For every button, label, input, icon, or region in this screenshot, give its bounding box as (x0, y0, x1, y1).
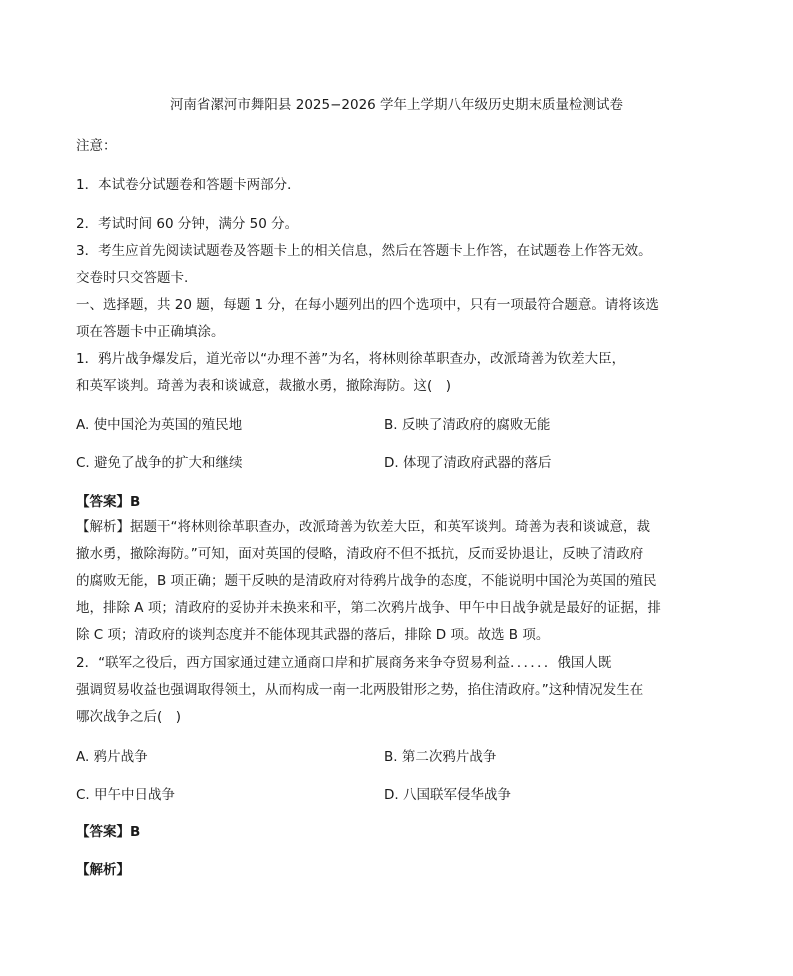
page-title: 河南省漯河市舞阳县 2025−2026 学年上学期八年级历史期末质量检测试卷 (169, 97, 624, 113)
section-instruction: 一、选择题，共 20 题，每题 1 分，在每小题列出的四个选项中，只有一项最符合题意。请将该选 (76, 297, 659, 313)
question-stem: 哪次战争之后( ) (76, 709, 182, 725)
answer-label: 【答案】B (76, 824, 141, 840)
option-a: A. 使中国沦为英国的殖民地 (76, 417, 243, 433)
option-c: C. 甲午中日战争 (76, 787, 176, 803)
analysis-line: 撤水勇，撤除海防。”可知，面对英国的侵略，清政府不但不抵抗，反而妥协退让，反映了清政府 (76, 546, 644, 562)
option-d: D. 体现了清政府武器的落后 (384, 455, 552, 471)
option-a: A. 鸦片战争 (76, 749, 148, 765)
option-d: D. 八国联军侵华战争 (384, 787, 511, 803)
analysis-line: 【解析】据题干“将林则徐革职查办，改派琦善为钦差大臣，和英军谈判。琦善为表和谈诚意，裁 (76, 519, 650, 535)
notice-heading: 注意： (76, 138, 117, 154)
analysis-line: 除 C 项；清政府的谈判态度并不能体现其武器的落后，排除 D 项。故选 B 项。 (76, 627, 550, 643)
answer-label: 【答案】B (76, 494, 141, 510)
question-stem: 1．鸦片战争爆发后，道光帝以“办理不善”为名，将林则徐革职查办，改派琦善为钦差大臣， (76, 351, 626, 367)
analysis-line: 地，排除 A 项；清政府的妥协并未换来和平，第二次鸦片战争、甲午中日战争就是最好的证据，排 (76, 600, 661, 616)
notice-item: 交卷时只交答题卡. (76, 270, 189, 286)
analysis-line: 的腐败无能，B 项正确；题干反映的是清政府对待鸦片战争的态度，不能说明中国沦为英国的殖民 (76, 573, 657, 589)
option-b: B. 反映了清政府的腐败无能 (384, 417, 551, 433)
option-c: C. 避免了战争的扩大和继续 (76, 455, 243, 471)
question-stem: 强调贸易收益也强调取得领土，从而构成一南一北两股钳形之势，掐住清政府。”这种情况发生在 (76, 682, 644, 698)
section-instruction: 项在答题卡中正确填涂。 (76, 324, 225, 340)
option-b: B. 第二次鸦片战争 (384, 749, 497, 765)
question-stem: 和英军谈判。琦善为表和谈诚意，裁撤水勇，撤除海防。这( ) (76, 378, 452, 394)
notice-item: 2．考试时间 60 分钟，满分 50 分。 (76, 216, 299, 232)
notice-item: 3．考生应首先阅读试题卷及答题卡上的相关信息，然后在答题卡上作答，在试题卷上作答无效。 (76, 243, 652, 259)
question-stem: 2．“联军之役后，西方国家通过建立通商口岸和扩展商务来争夺贸易利益．．．．．．俄国人既 (76, 655, 612, 671)
analysis-heading: 【解析】 (76, 862, 130, 878)
notice-item: 1．本试卷分试题卷和答题卡两部分． (76, 177, 301, 193)
